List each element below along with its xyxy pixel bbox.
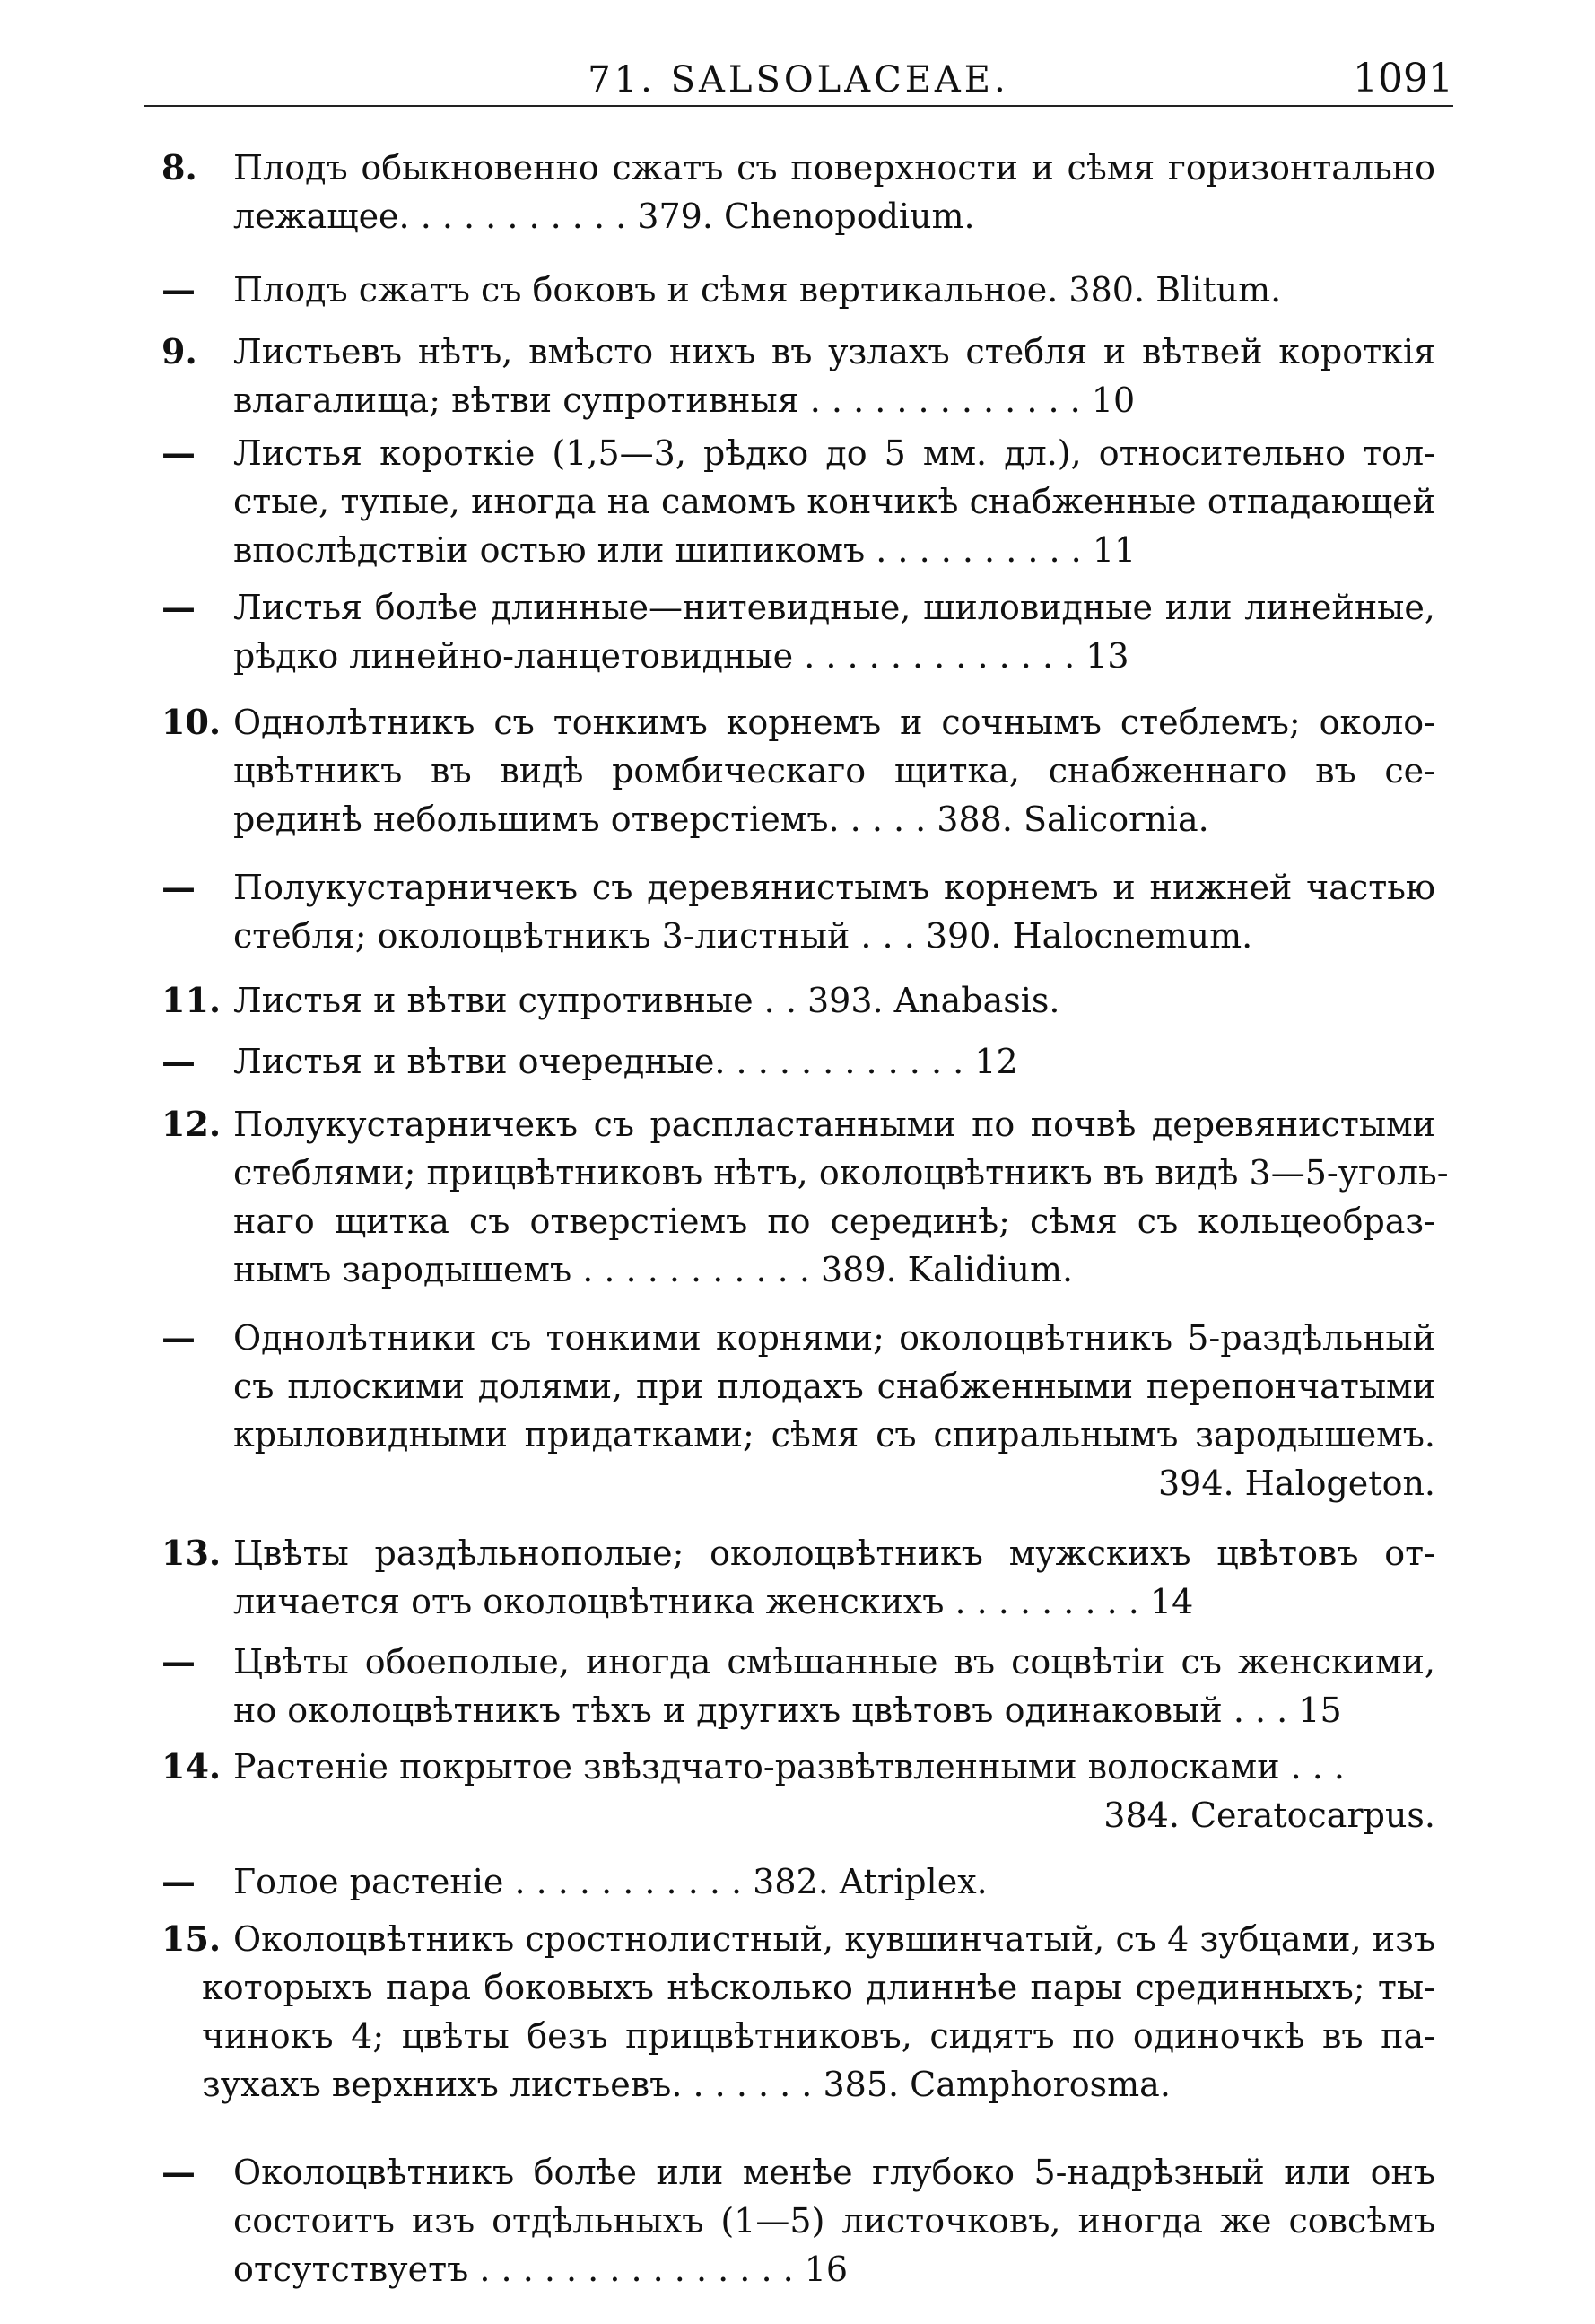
entry-number: — [161, 1041, 196, 1081]
entry-line: но околоцвѣтникъ тѣхъ и другихъ цвѣтовъ одинаковый . . . 15 [233, 1691, 1342, 1730]
entry-line: влагалища; вѣтви супротивныя . . . . . . . . . . . . . 10 [233, 380, 1136, 420]
entry-line: Однолѣтникъ съ тонкимъ корнемъ и сочнымъ стеблемъ; около- [233, 703, 1435, 742]
entry-number: 15. [161, 1918, 222, 1959]
entry-number: — [161, 432, 196, 473]
entry-line: состоитъ изъ отдѣльныхъ (1—5) листочковъ, иногда же совсѣмъ [233, 2201, 1435, 2241]
entry-line: личается отъ околоцвѣтника женскихъ . . . . . . . . . 14 [233, 1582, 1194, 1621]
entry-line: рединѣ небольшимъ отверстіемъ. . . . . 388. Salicornia. [233, 799, 1209, 839]
entry-line: Полукустарничекъ съ распластанными по почвѣ деревянистыми [233, 1105, 1435, 1144]
entry-number: — [161, 1641, 196, 1682]
entry-line: Листья короткіе (1,5—3, рѣдко до 5 мм. дл.), относительно тол- [233, 433, 1435, 473]
entry-line: Листья болѣе длинные—нитевидные, шиловидные или линейные, [233, 588, 1435, 627]
page-header [144, 56, 1453, 102]
entry-number: 8. [161, 147, 197, 188]
entry-line: отсутствуетъ . . . . . . . . . . . . . . . 16 [233, 2250, 849, 2289]
entry-number: — [161, 1317, 196, 1358]
entry-number: — [161, 2152, 196, 2192]
entry-number: — [161, 587, 196, 627]
entry-number: — [161, 269, 196, 310]
entry-number: 14. [161, 1746, 222, 1787]
entry-line: Цвѣты обоеполые, иногда смѣшанные въ соцвѣтіи съ женскими, [233, 1642, 1435, 1682]
entry-line: Плодъ обыкновенно сжатъ съ поверхности и сѣмя горизонтально [233, 148, 1435, 188]
entry-line: зухахъ верхнихъ листьевъ. . . . . . . 385. Camphorosma. [202, 2065, 1171, 2104]
entry-line: съ плоскими долями, при плодахъ снабженными перепончатыми [233, 1367, 1435, 1406]
entry-line: Околоцвѣтникъ болѣе или менѣе глубоко 5-надрѣзный или онъ [233, 2153, 1435, 2192]
entry-line: Голое растеніе . . . . . . . . . . . 382. Atriplex. [233, 1862, 988, 1901]
entry-line: цвѣтникъ въ видѣ ромбическаго щитка, снабженнаго въ се- [233, 751, 1435, 791]
entry-line: Цвѣты раздѣльнополые; околоцвѣтникъ мужскихъ цвѣтовъ от- [233, 1533, 1435, 1573]
entry-number: 11. [161, 980, 222, 1020]
running-title: 71. SALSOLACEAE. [588, 59, 1009, 100]
entry-line: стебля; околоцвѣтникъ 3-листный . . . 390. Halocnemum. [233, 916, 1253, 956]
key-entry [161, 144, 1435, 251]
entry-line: крыловидными придатками; сѣмя съ спиральнымъ зародышемъ. [233, 1415, 1435, 1455]
entry-line: стеблями; прицвѣтниковъ нѣтъ, околоцвѣтникъ въ видѣ 3—5-уголь- [233, 1153, 1449, 1193]
entry-line: Однолѣтники съ тонкими корнями; околоцвѣтникъ 5-раздѣльный [233, 1318, 1435, 1358]
entry-line: 394. Halogeton. [1157, 1463, 1435, 1503]
entry-number: 13. [161, 1533, 222, 1573]
entry-line: впослѣдствіи остью или шипикомъ . . . . . . . . . . 11 [233, 530, 1137, 570]
entry-line: Растеніе покрытое звѣздчато-развѣтвленными волосками . . . [233, 1747, 1345, 1787]
entry-line: которыхъ пара боковыхъ нѣсколько длиннѣе пары срединныхъ; ты- [202, 1968, 1435, 2007]
entry-line: чинокъ 4; цвѣты безъ прицвѣтниковъ, сидятъ по одиночкѣ въ па- [202, 2016, 1435, 2056]
entry-line: рѣдко линейно-ланцетовидные . . . . . . . . . . . . . 13 [233, 636, 1129, 676]
entry-number: — [161, 867, 196, 907]
entry-number: 9. [161, 331, 197, 371]
entry-line: стые, тупые, иногда на самомъ кончикѣ снабженные отпадающей [233, 482, 1435, 521]
header-rule [144, 105, 1453, 107]
entry-number: 10. [161, 702, 222, 742]
entry-line: Полукустарничекъ съ деревянистымъ корнемъ и нижней частью [233, 868, 1435, 907]
entry-number: — [161, 1861, 196, 1901]
entry-number: 12. [161, 1104, 222, 1144]
page-number: 1091 [1353, 56, 1453, 101]
entry-line: Листьевъ нѣтъ, вмѣсто нихъ въ узлахъ стебля и вѣтвей короткія [233, 332, 1435, 371]
entry-line: лежащее. . . . . . . . . . . 379. Chenopodium. [233, 197, 975, 236]
entry-line: наго щитка съ отверстіемъ по серединѣ; сѣмя съ кольцеобраз- [233, 1201, 1435, 1241]
entry-line: Плодъ сжатъ съ боковъ и сѣмя вертикальное. 380. Blitum. [233, 270, 1282, 310]
entry-line: Листья и вѣтви очередные. . . . . . . . . . . . 12 [233, 1042, 1018, 1081]
entry-line: нымъ зародышемъ . . . . . . . . . . . 389. Kalidium. [233, 1250, 1074, 1289]
entry-line: 384. Ceratocarpus. [1103, 1795, 1435, 1835]
entry-line: Околоцвѣтникъ сростнолистный, кувшинчатый, съ 4 зубцами, изъ [233, 1919, 1435, 1959]
entry-line: Листья и вѣтви супротивные . . 393. Anabasis. [233, 981, 1060, 1020]
